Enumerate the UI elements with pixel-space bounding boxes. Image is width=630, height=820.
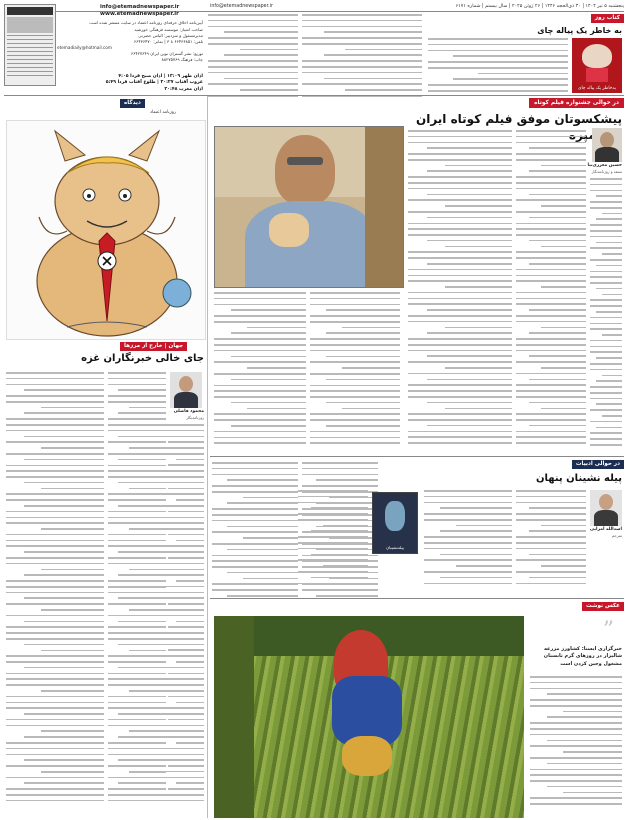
middle-column-text [212,462,298,608]
website-address[interactable]: www.etemadnewspaper.ir [100,11,179,17]
gaza-author-photo [170,372,202,408]
hidden-story-text [298,490,368,590]
cartoon-drawing [7,121,205,339]
publisher-line: صاحب امتیاز: موسسه فرهنگی خورشید [134,27,203,32]
hidden-book-cover [372,492,418,554]
gaza-author-role: روزنامه‌نگار [186,415,204,420]
top-column-text [208,14,298,100]
email-address[interactable]: info@etemadnewspaper.ir [100,4,180,10]
cartoon-caption: روزنامه اعتماد [150,110,177,115]
main-story-text [590,178,622,456]
prayer-times [57,74,203,93]
publisher-line: چاپ: فرهنگ ۸۸۲۷۵۷۶۹ [161,57,203,62]
main-author-name: حسین معززی‌نیا [587,163,622,168]
main-story-photo [214,126,404,288]
ethics-motto: آیین‌نامه اخلاق حرفه‌ای روزنامه اعتماد در سایت منتشر شده است [89,20,203,25]
book-cover [572,38,622,93]
main-author-role: منتقد و روزنامه‌نگار [591,169,622,174]
date-line: پنجشنبه ۵ تیر ۱۴۰۴ | ۳۰ ذی‌الحجه ۱۴۴۶ | ۲۶ ژوئن ۲۰۲۵ | سال بیستم | شماره ۶۱۷۱ [455,4,624,9]
main-story-headline: پیشکسوتان موفق فیلم کوتاه ایران تامپره [415,112,622,142]
hidden-story-tag: در حوالی ادبیات [572,460,624,469]
photo-feature-text [530,676,622,816]
hidden-story-text [516,490,586,590]
main-story-text [516,130,586,456]
publisher-info [57,27,203,63]
hidden-story-headline: پیله نشینان پنهان [535,473,622,484]
main-author-photo [592,128,622,162]
photo-feature-image [214,616,524,818]
prayer-line: اذان مغرب ۲۰:۴۸ [164,86,203,92]
book-headline: به خاطر یک پیاله چای [537,26,622,35]
cartoon-image [6,120,206,340]
gaza-tag: جهان | خارج از مرزها [120,342,187,351]
book-tag: کتاب روز [591,14,624,23]
hidden-author-role: مترجم [611,533,622,538]
photo-feature-caption: خبرگزاری ایسنا: کشاورز مزرعه شالیزار در روزهای گرم تابستان مشغول وجین کردن است [543,646,622,667]
photo-feature-tag: عکس نوشت [582,602,624,611]
gaza-text [6,372,104,818]
email-left[interactable]: info@etemadnewspaper.ir [210,4,273,9]
prayer-line: اذان ظهر ۱۳:۰۹ | اذان صبح فردا ۴:۰۵ [118,74,203,79]
gaza-text [160,424,204,818]
hidden-author-name: اسدالله امرایی [589,527,622,532]
hidden-book-title: پیله‌نشینان [386,545,404,550]
publisher-line: etemadiaily@hotmail.com [57,45,112,50]
newspaper-thumbnail [4,4,56,86]
publisher-line: تلفن: ۶۶۴۳۶۸۵۱ تا ۳ | نمابر: ۶۶۴۳۶۴۷۰ [133,39,203,44]
hidden-author-photo [590,490,622,526]
main-story-text [310,292,400,456]
main-story-text [214,292,306,456]
top-column-text [302,14,422,100]
prayer-line: غروب آفتاب ۲۰:۲۷ | طلوع آفتاب فردا ۵:۴۹ [105,80,203,86]
main-story-text [408,130,512,456]
publisher-line: مدیرمسئول و سردبیر: الیاس حضرتی [138,33,203,38]
hidden-story-text [424,490,512,590]
cartoon-tag: دیدگاه [120,99,145,108]
gaza-author-name: محمود فاضلی [173,409,204,414]
book-text [428,38,568,94]
gaza-text [108,372,166,818]
gaza-headline: جای خالی خبرنگاران غزه [81,353,204,364]
book-cover-title: به‌خاطر یک پیاله چای [578,86,616,91]
photo-feature-quote-icon: ” [602,618,614,643]
publisher-line: توزیع: نشر گستران نوین ایران ۶۶۴۲۷۶۴۹ [130,51,203,56]
main-story-tag: در حوالی جشنواره فیلم کوتاه [529,98,624,108]
